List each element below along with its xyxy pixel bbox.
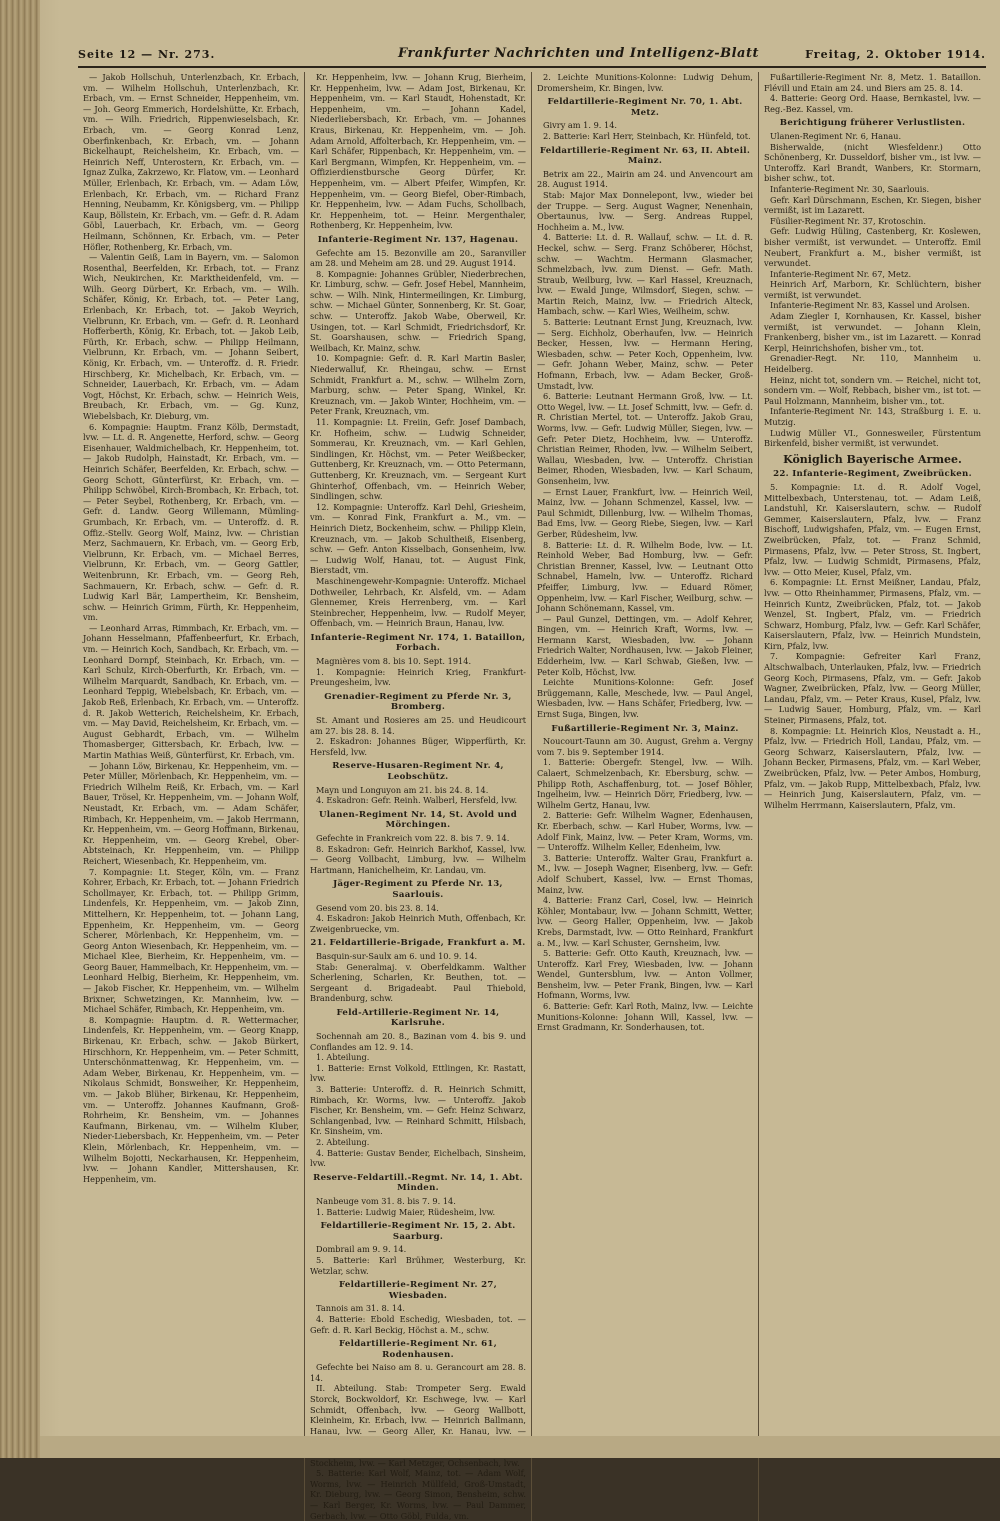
casualty-entry: — Ernst Lauer, Frankfurt, lvw. — Heinrich Weil, Mainz, lvw. — Johann Schmenzel, Kassel, lvw. — Paul Schmidt, Dillenburg, lvw. — Wilhelm Thomas, Bad Ems, lvw. — Georg Riebe, Siegen, lvw. — Karl Gerber, Rüdesheim, lvw.: [537, 486, 753, 539]
casualty-entry: — Jakob Hollschuh, Unterlenzbach, Kr. Erbach, vm. — Wilhelm Hollschuh, Unterlenzbach, Kr. Erbach, vm. — Ernst Schneider, Heppenheim, vm. — Joh. Georg Emmerich, Hordelshütte, Kr. Erbach, vm. — Wilh. Friedrich, Rippenwieselsbach, Kr. Erbach, vm. — Georg Konrad Lenz, Oberfinkenbach, Kr. Erbach, vm. — Johann Bickelhaupt, Reichelsheim, Kr. Erbach, vm. — Heinrich Neff, Unterostern, Kr. Erbach, vm. — Ignaz Zulka, Zakrzewo, Kr. Flatow, vm. — Leonhard Müller, Erlenbach, Kr. Erbach, vm. — Adam Löw, Erlenbach, Kr. Erbach, vm. — Richard Franz Henning, Neubamm, Kr. Königsberg, vm. — Philipp Kaup, Böllstein, Kr. Erbach, vm. — Gefr. d. R. Adam Göbl, Lauerbach, Kr. Erbach, vm. — Georg Heilmann, Schönnen, Kr. Erbach, vm. — Peter Höfler, Rothenberg, Kr. Erbach, vm.: [83, 72, 299, 252]
casualty-entry: Betrix am 22., Mairin am 24. und Anvencourt am 28. August 1914.: [537, 168, 753, 190]
casualty-entry: Maschinengewehr-Kompagnie: Unteroffz. Michael Dothweiler, Lehrbach, Kr. Alsfeld, vm. — Adam Glennemer, Kreis Herrenberg, vm. — Karl Steinbrecher, Heppenheim, lvw. — Rudolf Meyer, Offenbach, vm. — Heinrich Braun, Hanau, lvw.: [310, 575, 526, 629]
casualty-entry: Mayn und Longuyon am 21. bis 24. 8. 14.: [316, 784, 489, 795]
casualty-entry: II. Abteilung. Stab: Trompeter Serg. Ewald Storck, Bockwoldorf, Kr. Eschwege, lvw. — Karl Schmidt, Offenbach, lvw. — Georg Wallbott, Kleinheim, Kr. Erbach, lvw. — Heinrich Ballmann, Hanau, lvw. — Georg Aller, Kr. Hanau, lvw. — Stockheim, lvw. — Karl Metzger, Ochsenbach, lvw.: [310, 1383, 526, 1468]
casualty-entry: Nanbeuge vom 31. 8. bis 7. 9. 14.: [316, 1195, 456, 1206]
casualty-entry: Givry am 1. 9. 14.: [543, 120, 618, 131]
casualty-entry: 6. Batterie: Gefr. Karl Roth, Mainz, lvw. — Leichte Munitions-Kolonne: Johann Will, Kassel, lvw. — Ernst Gradmann, Kr. Sonderhausen, tot.: [537, 1001, 753, 1033]
page-header: [78, 44, 986, 68]
casualty-entry: 2. Batterie: Karl Herr, Steinbach, Kr. Hünfeld, tot.: [543, 130, 751, 141]
casualty-entry: Stab: Generalmaj. v. Oberfeldkamm. Walther Scherlening, Scharlen, Kr. Beuthen, tot. — Sergeant d. Brigadeabt. Paul Thiebold, Brandenburg, schw.: [310, 961, 526, 1004]
casualty-entry: Leichte Munitions-Kolonne: Gefr. Josef Brüggemann, Kalle, Meschede, lvw. — Paul Angel, Wiesbaden, lvw. — Hans Schäfer, Friedberg, lvw. — Ernst Suga, Bingen, lvw.: [537, 677, 753, 720]
casualty-entry: Bisherwalde, (nicht Wiesfeldenr.) Otto Schönenberg, Kr. Dusseldorf, bisher vm., ist lvw. — Unteroffz. Karl Brandt, Wanbers, Kr. Stormarn, bisher schw., tot.: [764, 141, 981, 184]
issue-date: Freitag, 2. Oktober 1914.: [805, 48, 986, 61]
casualty-entry: 1. Batterie: Ludwig Maier, Rüdesheim, lvw.: [316, 1206, 496, 1217]
casualty-entry: Magnières vom 8. bis 10. Sept. 1914.: [316, 656, 472, 667]
casualty-entry: 5. Batterie: Leutnant Ernst Jung, Kreuznach, lvw. — Serg. Eichholz, Oberhaufen, lvw. — Heinrich Becker, Hessen, lvw. — Hermann Hering, Wiesbaden, schw. — Peter Koch, Oppenheim, lvw. — Gefr. Johann Weber, Mainz, schw. — Peter Hofmann, Erbach, lvw. — Adam Becker, Groß-Umstadt, lvw.: [537, 317, 753, 391]
casualty-entry: Kr. Heppenheim, lvw. — Johann Krug, Bierheim, Kr. Heppenheim, lvw. — Adam Jost, Birkenau, Kr. Heppenheim, vm. — Karl Staudt, Hohenstadt, Kr. Heppenheim, vm. — Johann Kadel, Niederliebersbach, Kr. Erbach, vm. — Johannes Kraus, Birkenau, Kr. Heppenheim, vm. — Joh. Adam Arnold, Affolterbach, Kr. Heppenheim, vm. — Karl Schäfer, Rippenbach, Kr. Heppenheim, vm. — Karl Bergmann, Wimpfen, Kr. Heppenheim, vm. — Offizierdienstbursche Georg Dürfer, Kr. Heppenheim, vm. — Albert Pfeifer, Wimpfen, Kr. Heppenheim, vm. — Georg Biefel, Ober-Rimbach, Kr. Heppenheim, lvw. — Adam Fuchs, Schollbach, Kr. Heppenheim, tot. — Heinr. Mergenthaler, Rothenberg, Kr. Heppenheim, lvw.: [310, 72, 526, 231]
casualty-entry: 7. Kompagnie: Lt. Steger, Köln, vm. — Franz Kohrer, Erbach, Kr. Erbach, tot. — Johann Friedrich Schollmayer, Kr. Erbach, tot. — Philipp Grimm, Lindenfels, Kr. Heppenheim, vm. — Jakob Zinn, Mittelhern, Kr. Heppenheim, tot. — Johann Lang, Eppenheim, Kr. Heppenheim, vm. — Georg Scherer, Mörlenbach, Kr. Heppenheim, vm. — Georg Anton Wiesenbach, Kr. Heppenheim, vm. — Michael Klee, Bierheim, Kr. Heppenheim, vm. — Georg Bauer, Hammelbach, Kr. Heppenheim, vm. — Leonhard Helbig, Bierheim, Kr. Heppenheim, vm. — Jakob Fischer, Kr. Heppenheim, vm. — Wilhelm Brixner, Schwetzingen, Kr. Mannheim, lvw. — Michael Schäfer, Rimbach, Kr. Heppenheim, vm.: [83, 866, 299, 1015]
casualty-entry: 5. Batterie: Karl Wolf, Mainz, tot. — Adam Wolf, Worms, lvw. — Heinrich Müllfeld, Groß-Umstadt, Kr. Dieburg, lvw. — Georg Simon, Bensheim, schw. — Karl Berger, Kr. Worms, lvw. — Paul Dammer, Gerbach, lvw. — Otto Göbl, Fulda, vm.: [310, 1468, 526, 1521]
section-heading: Feldartillerie-Regiment Nr. 70, 1. Abt. Metz.: [547, 97, 743, 118]
casualty-entry: 4. Batterie: Franz Carl, Cosel, lvw. — Heinrich Köhler, Montabaur, lvw. — Johann Schmitt, Wetter, lvw. — Georg Haller, Oppenheim, lvw. — Jakob Krebs, Darmstadt, lvw. — Otto Reinhard, Frankfurt a. M., lvw. — Karl Schuster, Gernsheim, lvw.: [537, 895, 753, 948]
section-heading: Jäger-Regiment zu Pferde Nr. 13, Saarlouis.: [333, 879, 503, 900]
casualty-entry: 6. Kompagnie: Hauptm. Franz Kölb, Dermstadt, lvw. — Lt. d. R. Angenette, Herford, schw. — Georg Eisenhauer, Waldmichelbach, Kr. Heppenheim, tot. — Jakob Rudolph, Hainstadt, Kr. Erbach, vm. — Heinrich Schäfer, Beerfelden, Kr. Erbach, schw. — Georg Schott, Günterfürst, Kr. Erbach, vm. — Philipp Schwöbel, Kirch-Brombach, Kr. Erbach, tot. — Peter Seybel, Rothenberg, Kr. Erbach, vm. — Gefr. d. Landw. Georg Willemann, Mümling-Grumbach, Kr. Erbach, vm. — Unteroffz. d. R. Offiz.-Stellv. Georg Wolf, Mainz, lvw. — Christian Merz, Sachmauern, Kr. Erbach, vm. — Georg Erb, Vielbrunn, Kr. Erbach, vm. — Michael Berres, Vielbrunn, Kr. Erbach, vm. — Georg Gattler, Weitenbrunn, Kr. Erbach, vm. — Georg Reh, Sachmauern, Kr. Erbach, schw. — Gefr. d. R. Ludwig Karl Bär, Lampertheim, Kr. Bensheim, schw. — Heinrich Grimm, Fürth, Kr. Heppenheim, vm.: [83, 421, 299, 623]
casualty-entry: 8. Kompagnie: Hauptm. d. R. Wettermacher, Lindenfels, Kr. Heppenheim, vm. — Georg Knapp, Birkenau, Kr. Erbach, schw. — Jakob Bürkert, Hirschhorn, Kr. Heppenheim, vm. — Peter Schmitt, Unterschönmattenwag, Kr. Heppenheim, vm. — Adam Weber, Birkenau, Kr. Heppenheim, vm. — Nikolaus Schmidt, Bonsweiher, Kr. Heppenheim, vm. — Jakob Blüher, Birkenau, Kr. Heppenheim, vm. — Unteroffz. Johannes Kaufmann, Groß-Rohrheim, Kr. Bensheim, vm. — Johannes Kaufmann, Birkenau, vm. — Wilhelm Kluber, Nieder-Liebersbach, Kr. Heppenheim, vm. — Peter Klein, Mörlenbach, Kr. Heppenheim, vm. — Wilhelm Bojotti, Neckarhausen, Kr. Heppenheim, lvw. — Johann Kandler, Mittershausen, Kr. Heppenheim, vm.: [83, 1014, 299, 1184]
casualty-entry: 4. Batterie: Lt. d. R. Wallauf, schw. — Lt. d. R. Heckel, schw. — Serg. Franz Schöberer, Höchst, schw. — Wachtm. Hermann Glasmacher, Schmelzbach, lvw. zum Dienst. — Gefr. Math. Straub, Weilburg, lvw. — Karl Hassel, Kreuznach, lvw. — Ewald Junge, Wilmsdorf, Siegen, schw. — Martin Reich, Mainz, lvw. — Friedrich Alteck, Hambach, schw. — Karl Wies, Weilheim, schw.: [537, 232, 753, 317]
casualty-entry: 6. Kompagnie: Lt. Ernst Meißner, Landau, Pfalz, lvw. — Otto Rheinhammer, Pirmasens, Pfalz, vm. — Heinrich Kuntz, Zweibrücken, Pfalz, tot. — Jakob Wenzel, St. Ingbert, Pfalz, vm. — Friedrich Schwarz, Homburg, Pfalz, lvw. — Gefr. Karl Schäfer, Kaiserslautern, Pfalz, lvw. — Heinrich Mundstein, Kirn, Pfalz, lvw.: [764, 577, 981, 651]
casualty-entry: Fußartillerie-Regiment Nr. 8, Metz. 1. Bataillon. Flévill und Etain am 24. und Biers am 25. 8. 14.: [764, 72, 981, 93]
masthead: Frankfurter Nachrichten und Intelligenz-Blatt: [398, 46, 759, 61]
casualty-entry: 10. Kompagnie: Gefr. d. R. Karl Martin Basler, Niederwalluf, Kr. Rheingau, schw. — Ernst Schmidt, Frankfurt a. M., schw. — Wilhelm Zorn, Marburg, schw. — Peter Spang, Winkel, Kr. Kreuznach, vm. — Jakob Winter, Hochheim, vm. — Peter Frank, Kreuznach, vm.: [310, 353, 526, 417]
casualty-entry: 1. Abteilung.: [316, 1052, 370, 1063]
section-heading: Infanterie-Regiment Nr. 174, 1. Bataillon, Forbach.: [310, 632, 526, 654]
section-heading: 22. Infanterie-Regiment, Zweibrücken.: [773, 469, 972, 480]
casualty-entry: 3. Batterie: Unteroffz. Walter Grau, Frankfurt a. M., lvw. — Joseph Wagner, Eisenberg, lvw. — Gefr. Adolf Schubert, Kassel, lvw. — Ernst Thomas, Mainz, lvw.: [537, 852, 753, 895]
casualty-entry: 2. Eskadron: Johannes Büger, Wipperfürth, Kr. Hersfeld, lvw.: [310, 736, 526, 757]
casualty-entry: Noucourt-Taunn am 30. August, Grehm a. Vergny vom 7. bis 9. September 1914.: [537, 736, 753, 757]
casualty-entry: 6. Batterie: Leutnant Hermann Groß, lvw. — Lt. Otto Wegel, lvw. — Lt. Josef Schmitt, lvw. — Gefr. d. R. Christian Mertel, tot. — Unteroffz. Jakob Grau, Worms, lvw. — Gefr. Ludwig Müller, Siegen, lvw. — Gefr. Peter Dietz, Hochheim, lvw. — Unteroffz. Christian Reimer, Rhoden, lvw. — Wilhelm Seibert, Wallau, Wiesbaden, lvw. — Unteroffz. Christian Beimer, Rhoden, Wiesbaden, lvw. — Karl Schaum, Gonsenheim, lvw.: [537, 391, 753, 486]
casualty-entry: 2. Batterie: Gefr. Wilhelm Wagner, Edenhausen, Kr. Eberbach, schw. — Karl Huber, Worms, lvw. — Adolf Fink, Mainz, lvw. — Peter Kram, Worms, vm. — Unteroffz. Wilhelm Keller, Edenheim, lvw.: [537, 810, 753, 853]
casualty-entry: 2. Abteilung.: [316, 1137, 370, 1147]
column-4: [759, 72, 986, 1521]
casualty-entry: Tannois am 31. 8. 14.: [316, 1303, 405, 1314]
casualty-entry: Infanterie-Regiment Nr. 83, Kassel und Arolsen.: [770, 300, 970, 311]
casualty-entry: 11. Kompagnie: Lt. Freiin, Gefr. Josef Dambach, Kr. Hofheim, schw. — Ludwig Schneider, Sommerau, Kr. Kreuznach, vm. — Karl Gehlen, Sindlingen, Kr. Höchst, vm. — Peter Weißbecker, Guttenberg, Kr. Kreuznach, vm. — Otto Petermann, Guttenberg, Kr. Kreuznach, vm. — Sergeant Kurt Ghinterhof, Offenbach, vm. — Heinrich Weber, Sindlingen, schw.: [310, 417, 526, 502]
casualty-entry: 4. Eskadron: Gefr. Reinh. Walberl, Hersfeld, lvw.: [316, 795, 518, 806]
casualty-entry: Infanterie-Regiment Nr. 30, Saarlouis.: [770, 183, 930, 194]
casualty-entry: — Paul Gunzel, Dettingen, vm. — Adolf Kehrer, Bingen, vm. — Heinrich Kraft, Worms, lvw. — Hermann Karst, Wiesbaden, lvw. — Johann Friedrich Walter, Nordhausen, lvw. — Jakob Fleiner, Edderheim, lvw. — Karl Schwab, Gießen, lvw. — Peter Kolb, Höchst, lvw.: [537, 613, 753, 677]
casualty-entry: Heinrich Arf, Marborn, Kr. Schlüchtern, bisher vermißt, ist verwundet.: [764, 279, 981, 300]
section-heading: Reserve-Feldartill.-Regmt. Nr. 14, 1. Abt. Minden.: [313, 1172, 523, 1194]
casualty-entry: — Johann Löw, Birkenau, Kr. Heppenheim, vm. — Peter Müller, Mörlenbach, Kr. Heppenheim, vm. — Friedrich Wilhelm Reiß, Kr. Erbach, vm. — Karl Bauer, Trösel, Kr. Heppenheim, vm. — Johann Wolf, Neustadt, Kr. Erbach, vm. — Adam Schäfer, Rimbach, Kr. Heppenheim, vm. — Jakob Herrmann, Kr. Heppenheim, vm. — Georg Hoffmann, Birkenau, Kr. Heppenheim, vm. — Georg Krebel, Ober-Abtsteinach, Kr. Heppenheim, vm. — Philipp Reichert, Wiesenbach, Kr. Heppenheim, vm.: [83, 760, 299, 866]
casualty-entry: Sochennah am 20. 8., Bazinan vom 4. bis 9. und Conflandes am 12. 9. 14.: [310, 1031, 526, 1052]
page-number: Seite 12 — Nr. 273.: [78, 48, 216, 61]
casualty-entry: Stab: Major Max Donnelepont, lvw., wieder bei der Truppe. — Serg. August Wagner, Nenenhain, Obertaunus, lvw. — Serg. Andreas Ruppel, Hochheim a. M., lvw.: [537, 189, 753, 232]
casualty-entry: Adam Ziegler I, Kornhausen, Kr. Kassel, bisher vermißt, ist verwundet. — Johann Klein, Frankenberg, bisher vm., ist im Lazarett. — Konrad Kerpl, Heinrichshofen, bisher vm., tot.: [764, 311, 981, 353]
section-heading: 21. Feldartillerie-Brigade, Frankfurt a. M.: [310, 938, 526, 949]
casualty-entry: 4. Batterie: Gustav Bender, Eichelbach, Sinsheim, lvw.: [310, 1147, 526, 1169]
major-heading: Königlich Bayerische Armee.: [783, 452, 962, 466]
casualty-entry: Gefr. Ludwig Hüling, Castenberg, Kr. Koslewen, bisher vermißt, ist verwundet. — Unteroffz. Emil Neubert, Frankfurt a. M., bisher vermißt, ist verwundet.: [764, 226, 981, 269]
section-heading: Feld-Artillerie-Regiment Nr. 14, Karlsruhe.: [336, 1007, 500, 1029]
section-heading: Berichtigung früherer Verlustlisten.: [779, 118, 966, 129]
casualty-entry: Basquin-sur-Saulx am 6. und 10. 9. 14.: [316, 950, 478, 961]
casualty-entry: 8. Batterie: Lt. d. R. Wilhelm Bode, lvw. — Lt. Reinhold Weber, Bad Homburg, lvw. — Gefr. Christian Brenner, Kassel, lvw. — Leutnant Otto Schnabel, Hameln, lvw. — Unteroffz. Richard Pfeiffer, Limburg, lvw. — Eduard Römer, Oppenheim, lvw. — Karl Fischer, Weilburg, schw. — Johann Schönemann, Kassel, vm.: [537, 539, 753, 614]
casualty-entry: 2. Leichte Munitions-Kolonne: Ludwig Dehum, Dromersheim, Kr. Bingen, lvw.: [537, 72, 753, 93]
casualty-entry: 3. Batterie: Unteroffz. d. R. Heinrich Schmitt, Rimbach, Kr. Worms, lvw. — Unteroffz. Jakob Fischer, Kr. Bensheim, vm. — Gefr. Heinz Schwarz, Schlangenbad, lvw. — Reinhard Schmitt, Hilsbach, Kr. Sinsheim, vm.: [310, 1084, 526, 1137]
casualty-entry: 8. Kompagnie: Johannes Grübler, Niederbrechen, Kr. Limburg, schw. — Gefr. Josef Hebel, Mannheim, schw. — Wilh. Nink, Hintermeilingen, Kr. Limburg, schw. — Michael Günter, Sonnenberg, Kr. St. Goar, schw. — Unteroffz. Jakob Wabe, Oberweil, Kr. Usingen, tot. — Karl Schmidt, Friedrichsdorf, Kr. St. Goarshausen, schw. — Friedrich Spang, Weilbach, Kr. Mainz, schw.: [310, 268, 526, 353]
casualty-entry: 5. Batterie: Karl Brühmer, Westerburg, Kr. Wetzlar, schw.: [310, 1254, 526, 1276]
casualty-entry: 8. Eskadron: Gefr. Heinrich Barkhof, Kassel, lvw. — Georg Vollbacht, Limburg, lvw. — Wilhelm Hartmann, Hanichelheim, Kr. Landau, vm.: [310, 843, 526, 875]
column-3: [532, 72, 759, 1521]
casualty-entry: — Valentin Geiß, Lam in Bayern, vm. — Salomon Rosenthal, Beerfelden, Kr. Erbach, tot. — Franz Wich, Neukirchen, Kr. Marktheidenfeld, vm. — Wilh. Georg Dürbert, Kr. Erbach, vm. — Wilh. Schäfer, König, Kr. Erbach, tot. — Peter Lang, Erlenbach, Kr. Erbach, tot. — Jakob Weyrich, Vielbrunn, Kr. Erbach, vm. — Gefr. d. R. Leonhard Hofferberth, König, Kr. Erbach, tot. — Jakob Leib, Fürth, Kr. Erbach, schw. — Philipp Heilmann, Vielbrunn, Kr. Erbach, vm. — Johann Seibert, König, Kr. Erbach, vm. — Unteroffz. d. R. Friedr. Hirschberg, Kr. Michelbach, Kr. Erbach, vm. — Schneider, Lauerbach, Kr. Erbach, vm. — Adam Vogt, Höchst, Kr. Erbach, schw. — Heinrich Weis, Breubach, Kr. Erbach, vm. — Gg. Kunz, Wiebelsbach, Kr. Dieburg, vm.: [83, 252, 299, 421]
casualty-entry: Ulanen-Regiment Nr. 6, Hanau.: [770, 130, 902, 141]
section-heading: Infanterie-Regiment Nr. 137, Hagenau.: [317, 234, 519, 245]
casualty-entry: 1. Batterie: Obergefr. Stengel, lvw. — Wilh. Calaert, Schmelzenbach, Kr. Ebersburg, schw. — Philipp Roth, Aschaffenburg, tot. — Josef Böhler, Ingelheim, lvw. — Heinrich Dörr, Friedberg, lvw. — Wilhelm Gertz, Hanau, lvw.: [537, 757, 753, 810]
casualty-entry: Gesend vom 20. bis 23. 8. 14.: [316, 902, 439, 913]
casualty-entry: 5. Kompagnie: Lt. d. R. Adolf Vogel, Mittelbexbach, Unterstenau, tot. — Adam Leiß, Landstuhl, Kr. Kaiserslautern, schw. — Rudolf Gemmer, Kaiserslautern, Pfalz, lvw. — Franz Bischoff, Ludwigshafen, Pfalz, vm. — Eugen Ernst, Zweibrücken, Pfalz, tot. — Franz Schmid, Pirmasens, Pfalz, lvw. — Peter Stross, St. Ingbert, Pfalz, lvw. — Ludwig Schmidt, Pirmasens, Pfalz, lvw. — Otto Meier, Kusel, Pfalz, vm.: [764, 481, 981, 577]
casualty-entry: 1. Batterie: Ernst Volkold, Ettlingen, Kr. Rastatt, lvw.: [310, 1062, 526, 1084]
casualty-entry: Infanterie-Regiment Nr. 67, Metz.: [770, 268, 912, 279]
casualty-entry: Gefechte in Frankreich vom 22. 8. bis 7. 9. 14.: [316, 832, 510, 843]
casualty-entry: 8. Kompagnie: Lt. Heinrich Klos, Neustadt a. H., Pfalz, lvw. — Friedrich Holl, Landau, Pfalz, vm. — Georg Schwarz, Kaiserslautern, Pfalz, lvw. — Johann Becker, Pirmasens, Pfalz, vm. — Karl Weber, Zweibrücken, Pfalz, lvw. — Peter Ambos, Homburg, Pfalz, vm. — Jakob Rupp, Mittelbexbach, Pfalz, lvw. — Heinrich Jung, Kaiserslautern, Pfalz, vm. — Wilhelm Herrmann, Kaiserslautern, Pfalz, vm.: [764, 725, 981, 810]
casualty-entry: 4. Batterie: Georg Ord. Haase, Bernkastel, lvw. — Reg.-Bez. Kassel, vm.: [764, 93, 981, 114]
casualty-entry: Grenadier-Regt. Nr. 110, Mannheim u. Heidelberg.: [764, 353, 981, 375]
casualty-entry: Gefechte bei Naiso am 8. u. Gerancourt am 28. 8. 14.: [310, 1362, 526, 1383]
section-heading: Fußartillerie-Regiment Nr. 3, Mainz.: [551, 723, 739, 734]
section-heading: Reserve-Husaren-Regiment Nr. 4, Leobschütz.: [332, 761, 504, 782]
casualty-entry: Gefechte am 15. Bezonville am 20., Saranviller am 28. und Meheim am 28. und 29. August 1914.: [310, 247, 526, 269]
book-spine: [0, 0, 40, 1458]
casualty-entry: St. Amant und Rosieres am 25. und Heudicourt am 27. bis 28. 8. 14.: [310, 715, 526, 736]
columns: [78, 72, 986, 1521]
section-heading: Grenadier-Regiment zu Pferde Nr. 3, Bromberg.: [324, 691, 512, 713]
casualty-entry: Ludwig Müller VI., Gonnesweiler, Fürstentum Birkenfeld, bisher vermißt, ist verwundet.: [764, 427, 981, 449]
casualty-entry: Infanterie-Regiment Nr. 143, Straßburg i. E. u. Mutzig.: [764, 406, 981, 427]
section-heading: Feldartillerie-Regiment Nr. 27, Wiesbaden.: [338, 1280, 497, 1301]
page-bottom-edge: [40, 1436, 1000, 1458]
casualty-entry: 5. Batterie: Gefr. Otto Kauth, Kreuznach, lvw. — Unteroffz. Karl Frey, Wiesbaden, lvw. — Johann Wendel, Guntersblum, lvw. — Anton Vollmer, Bensheim, lvw. — Peter Frank, Bingen, lvw. — Karl Hofmann, Worms, lvw.: [537, 948, 753, 1001]
section-heading: Feldartillerie-Regiment Nr. 63, II. Abteil. Mainz.: [539, 145, 751, 167]
casualty-entry: 7. Kompagnie: Gefreiter Karl Franz, Altschwalbach, Unterlauken, Pfalz, lvw. — Friedrich Georg Koch, Pirmasens, Pfalz, vm. — Gefr. Jakob Wagner, Zweibrücken, Pfalz, lvw. — Georg Müller, Landau, Pfalz, vm. — Peter Kraus, Kusel, Pfalz, lvw. — Ludwig Sauer, Homburg, Pfalz, vm. — Karl Steiner, Pirmasens, Pfalz, tot.: [764, 651, 981, 726]
casualty-entry: Füsilier-Regiment Nr. 37, Krotoschin.: [770, 215, 926, 226]
column-2: [305, 72, 532, 1521]
casualty-entry: — Leonhard Arras, Rimmbach, Kr. Erbach, vm. — Johann Hesselmann, Pfaffenbeerfurt, Kr. Erbach, vm. — Heinrich Koch, Sandbach, Kr. Erbach, vm. — Leonhard Dornpf, Steinbach, Kr. Erbach, vm. — Karl Schulz, Kirch-Oberfurth, Kr. Erbach, vm. — Wilhelm Marquardt, Sandbach, Kr. Erbach, vm. — Leonhard Teppig, Wiebelsbach, Kr. Erbach, vm. — Jakob Reß, Erlenbach, Kr. Erbach, vm. — Unteroffz. d. R. Jakob Wetterich, Reichelsheim, Kr. Erbach, vm. — May David, Reichelsheim, Kr. Erbach, vm. — August Gebhardt, Erbach, vm. — Wilhelm Thomasberger, Gittersbach, Kr. Erbach, lvw. — Martin Mathias Weiß, Günterfürst, Kr. Erbach, vm.: [83, 622, 299, 760]
casualty-entry: 1. Kompagnie: Heinrich Krieg, Frankfurt-Preungesheim, lvw.: [310, 666, 526, 688]
casualty-entry: 4. Batterie: Ebold Eschedig, Wiesbaden, tot. — Gefr. d. R. Karl Beckig, Höchst a. M., schw.: [310, 1313, 526, 1335]
casualty-entry: Heinz, nicht tot, sondern vm. — Reichel, nicht tot, sondern vm. — Wolf, Rebbach, bisher vm., ist tot. — Paul Holzmann, Mannheim, bisher vm., tot.: [764, 374, 981, 406]
column-1: [78, 72, 305, 1521]
casualty-entry: 12. Kompagnie: Unteroffz. Karl Dehl, Griesheim, vm. — Konrad Fink, Frankfurt a. M., vm. — Heinrich Dietz, Bockenheim, schw. — Philipp Klein, Kreuznach, vm. — Jakob Schultheiß, Eisenberg, schw. — Gefr. Anton Kisselbach, Gonsenheim, lvw. — Ludwig Wolf, Hanau, tot. — August Fink, Bierstadt, vm.: [310, 501, 526, 576]
section-heading: Ulanen-Regiment Nr. 14, St. Avold und Mörchingen.: [318, 809, 518, 831]
casualty-entry: 4. Eskadron: Jakob Heinrich Muth, Offenbach, Kr. Zweigenbruecke, vm.: [310, 913, 526, 934]
section-heading: Feldartillerie-Regiment Nr. 15, 2. Abt. Saarburg.: [320, 1221, 516, 1242]
section-heading: Feldartillerie-Regiment Nr. 61, Rodenhausen.: [338, 1339, 497, 1360]
casualty-entry: Dombrail am 9. 9. 14.: [316, 1244, 407, 1255]
casualty-entry: Gefr. Karl Dürschmann, Eschen, Kr. Siegen, bisher vermißt, ist im Lazarett.: [764, 194, 981, 216]
